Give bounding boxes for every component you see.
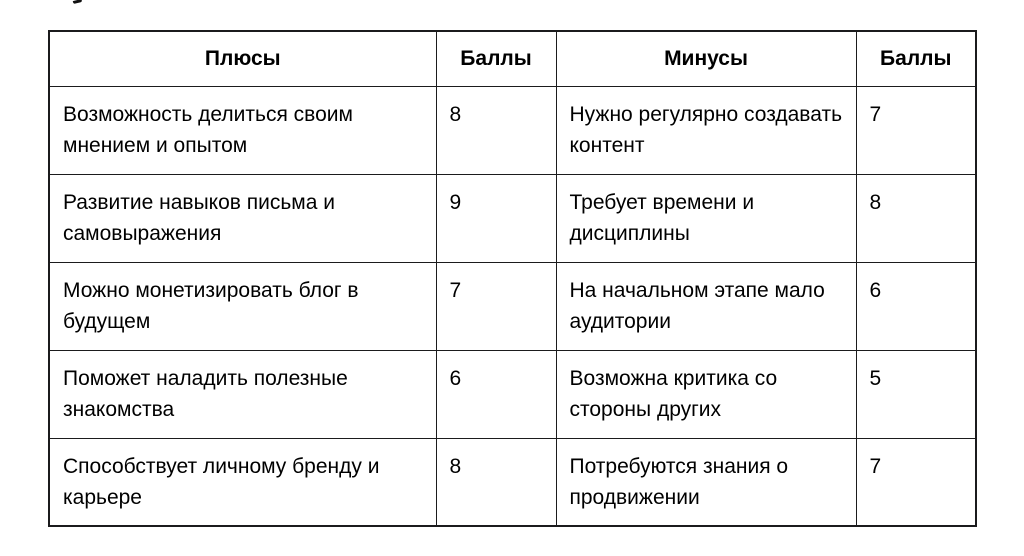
pros-score-cell: 6 [436, 350, 556, 438]
pros-score-cell: 7 [436, 262, 556, 350]
pros-cell: Можно монетизировать блог в будущем [49, 262, 436, 350]
pros-cons-table [48, 30, 977, 527]
cons-score-cell: 8 [856, 174, 976, 262]
clipped-text-fragment [73, 0, 82, 4]
header-cons: Минусы [556, 31, 856, 86]
pros-cell: Развитие навыков письма и самовыражения [49, 174, 436, 262]
header-cons-score: Баллы [856, 31, 976, 86]
cons-cell: На начальном этапе мало аудитории [556, 262, 856, 350]
cons-score-cell: 7 [856, 438, 976, 526]
header-pros-score: Баллы [436, 31, 556, 86]
table-row [49, 86, 976, 174]
table-row [49, 174, 976, 262]
cons-cell: Требует времени и дисциплины [556, 174, 856, 262]
cons-cell: Возможна критика со стороны других [556, 350, 856, 438]
pros-score-cell: 8 [436, 438, 556, 526]
header-pros: Плюсы [49, 31, 436, 86]
cons-score-cell: 7 [856, 86, 976, 174]
table-row [49, 262, 976, 350]
table-header-row [49, 31, 976, 86]
pros-cell: Поможет наладить полезные знакомства [49, 350, 436, 438]
pros-cell: Возможность делиться своим мнением и опытом [49, 86, 436, 174]
pros-cell: Способствует личному бренду и карьере [49, 438, 436, 526]
cons-score-cell: 5 [856, 350, 976, 438]
table-row [49, 438, 976, 526]
cons-score-cell: 6 [856, 262, 976, 350]
cons-cell: Нужно регулярно создавать контент [556, 86, 856, 174]
pros-score-cell: 9 [436, 174, 556, 262]
cons-cell: Потребуются знания о продвижении [556, 438, 856, 526]
pros-score-cell: 8 [436, 86, 556, 174]
table-row [49, 350, 976, 438]
